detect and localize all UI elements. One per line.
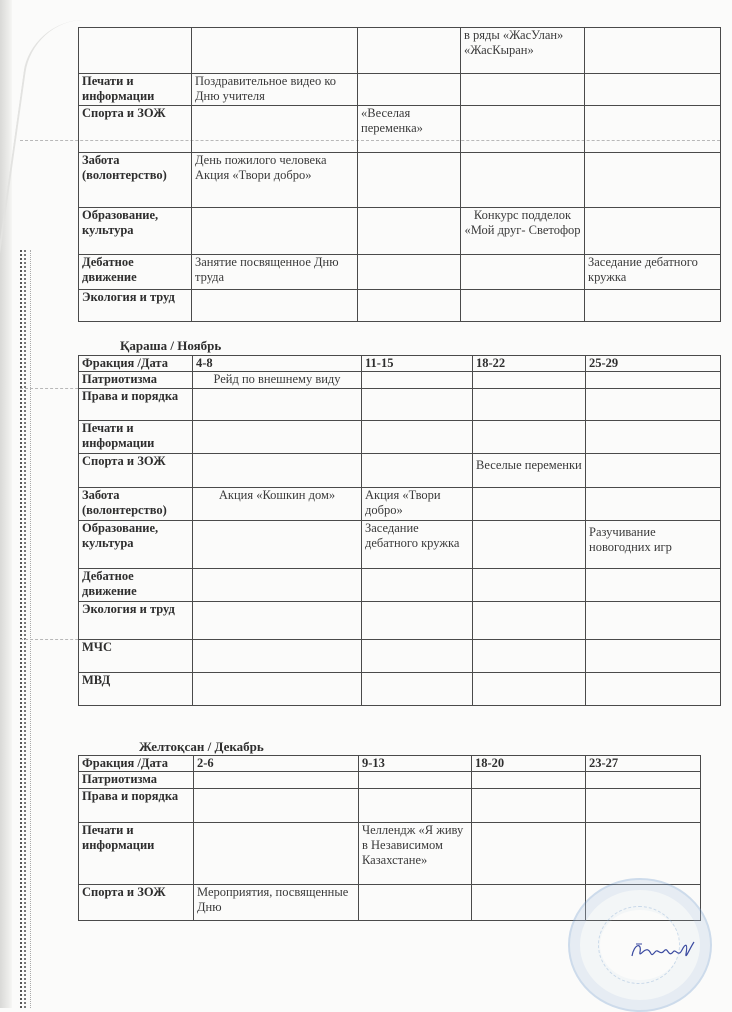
- table-row: [79, 823, 701, 885]
- event-cell: [461, 290, 585, 322]
- table-row: [79, 569, 721, 602]
- event-cell: [358, 208, 461, 255]
- event-cell: Мероприятия, посвященные Дню: [194, 885, 359, 921]
- event-cell: [461, 106, 585, 153]
- event-cell: [193, 640, 362, 673]
- faction-cell: [79, 28, 192, 74]
- scan-binding-edge: [0, 0, 12, 1008]
- event-cell: Занятие посвященное Дню труда: [192, 255, 358, 290]
- event-cell: [192, 106, 358, 153]
- table-row: [79, 153, 721, 208]
- event-cell: Заседание дебатного кружка: [362, 521, 473, 569]
- event-cell: [362, 673, 473, 706]
- event-cell: [586, 602, 721, 640]
- event-cell: Веселые переменки: [473, 454, 586, 488]
- event-cell: [473, 640, 586, 673]
- event-cell: [193, 421, 362, 454]
- event-cell: [362, 389, 473, 421]
- event-cell: [194, 772, 359, 789]
- table-row: [79, 789, 701, 823]
- event-cell: [193, 602, 362, 640]
- event-cell: [586, 823, 701, 885]
- table-row: [79, 28, 721, 74]
- event-cell: [585, 153, 721, 208]
- event-cell: [585, 74, 721, 106]
- event-cell: [473, 389, 586, 421]
- table-row: [79, 74, 721, 106]
- table-row: [79, 290, 721, 322]
- table-header-row: [79, 356, 721, 372]
- perforation-line: [30, 250, 31, 1008]
- table-row: [79, 208, 721, 255]
- header-cell: Фракция /Дата: [79, 356, 193, 372]
- event-cell: [586, 772, 701, 789]
- header-cell: Фракция /Дата: [79, 756, 194, 772]
- event-cell: [193, 454, 362, 488]
- event-cell: [193, 569, 362, 602]
- header-cell: 2-6: [194, 756, 359, 772]
- event-cell: [192, 208, 358, 255]
- table-row: [79, 372, 721, 389]
- faction-cell: Забота (волонтерство): [79, 488, 193, 521]
- event-cell: [585, 208, 721, 255]
- event-cell: Поздравительное видео ко Дню учителя: [192, 74, 358, 106]
- event-cell: День пожилого человека Акция «Твори добро»: [192, 153, 358, 208]
- event-cell: [586, 673, 721, 706]
- event-cell: Рейд по внешнему виду: [193, 372, 362, 389]
- faction-cell: Спорта и ЗОЖ: [79, 885, 194, 921]
- event-cell: [586, 421, 721, 454]
- event-cell: [359, 789, 472, 823]
- event-cell: [362, 640, 473, 673]
- event-cell: [472, 823, 586, 885]
- event-cell: [586, 640, 721, 673]
- event-cell: [586, 389, 721, 421]
- event-cell: [473, 673, 586, 706]
- event-cell: Челлендж «Я живу в Независимом Казахстане»: [359, 823, 472, 885]
- faction-cell: Экология и труд: [79, 602, 193, 640]
- faction-cell: Экология и труд: [79, 290, 192, 322]
- event-cell: в ряды «ЖасУлан» «ЖасКыран»: [461, 28, 585, 74]
- faction-cell: Спорта и ЗОЖ: [79, 454, 193, 488]
- month-title-november: Қараша / Ноябрь: [120, 338, 222, 353]
- month-title-december: Желтоқсан / Декабрь: [139, 739, 264, 754]
- event-cell: [586, 454, 721, 488]
- table-row: [79, 454, 721, 488]
- event-cell: [473, 372, 586, 389]
- event-cell: [192, 290, 358, 322]
- event-cell: Конкурс подделок «Мой друг- Светофор: [461, 208, 585, 255]
- header-cell: 25-29: [586, 356, 721, 372]
- event-cell: [473, 569, 586, 602]
- faction-cell: МВД: [79, 673, 193, 706]
- event-cell: [193, 521, 362, 569]
- header-cell: 4-8: [193, 356, 362, 372]
- header-cell: 11-15: [362, 356, 473, 372]
- event-cell: [359, 772, 472, 789]
- faction-cell: Печати и информации: [79, 74, 192, 106]
- event-cell: [461, 153, 585, 208]
- event-cell: [585, 106, 721, 153]
- november-plan-table: [78, 355, 721, 706]
- perforation-line: [20, 250, 22, 1008]
- table-row: [79, 640, 721, 673]
- event-cell: [461, 255, 585, 290]
- faction-cell: МЧС: [79, 640, 193, 673]
- event-cell: [358, 290, 461, 322]
- table-row: [79, 602, 721, 640]
- event-cell: [192, 28, 358, 74]
- faction-cell: Печати и информации: [79, 421, 193, 454]
- event-cell: [473, 602, 586, 640]
- event-cell: [473, 521, 586, 569]
- faction-cell: Образование, культура: [79, 521, 193, 569]
- event-cell: [472, 772, 586, 789]
- table-row: [79, 421, 721, 454]
- event-cell: [472, 789, 586, 823]
- october-plan-table: [78, 27, 721, 322]
- event-cell: [362, 454, 473, 488]
- event-cell: [194, 823, 359, 885]
- table-row: [79, 521, 721, 569]
- event-cell: Акция «Твори добро»: [362, 488, 473, 521]
- event-cell: [585, 28, 721, 74]
- faction-cell: Спорта и ЗОЖ: [79, 106, 192, 153]
- header-cell: 9-13: [359, 756, 472, 772]
- perforation-line: [24, 250, 26, 1008]
- faction-cell: Забота (волонтерство): [79, 153, 192, 208]
- event-cell: [193, 673, 362, 706]
- faction-cell: Дебатное движение: [79, 569, 193, 602]
- faction-cell: Дебатное движение: [79, 255, 192, 290]
- event-cell: [473, 421, 586, 454]
- event-cell: [586, 488, 721, 521]
- faction-cell: Патриотизма: [79, 372, 193, 389]
- signature-icon: [628, 938, 698, 964]
- event-cell: [472, 885, 586, 921]
- event-cell: [362, 569, 473, 602]
- event-cell: [194, 789, 359, 823]
- table-row: [79, 389, 721, 421]
- table-row: [79, 106, 721, 153]
- event-cell: [358, 74, 461, 106]
- faction-cell: Патриотизма: [79, 772, 194, 789]
- event-cell: [358, 153, 461, 208]
- event-cell: [358, 28, 461, 74]
- header-cell: 23-27: [586, 756, 701, 772]
- event-cell: [586, 789, 701, 823]
- event-cell: [362, 372, 473, 389]
- table-row: [79, 772, 701, 789]
- event-cell: [586, 372, 721, 389]
- faction-cell: Права и порядка: [79, 389, 193, 421]
- faction-cell: Печати и информации: [79, 823, 194, 885]
- table-row: [79, 255, 721, 290]
- event-cell: [585, 290, 721, 322]
- event-cell: [461, 74, 585, 106]
- event-cell: Разучивание новогодних игр: [586, 521, 721, 569]
- faction-cell: Образование, культура: [79, 208, 192, 255]
- event-cell: [362, 602, 473, 640]
- event-cell: [586, 569, 721, 602]
- faction-cell: Права и порядка: [79, 789, 194, 823]
- event-cell: Акция «Кошкин дом»: [193, 488, 362, 521]
- event-cell: [473, 488, 586, 521]
- event-cell: [359, 885, 472, 921]
- event-cell: «Веселая переменка»: [358, 106, 461, 153]
- event-cell: [193, 389, 362, 421]
- table-header-row: [79, 756, 701, 772]
- table-row: [79, 673, 721, 706]
- event-cell: [358, 255, 461, 290]
- header-cell: 18-22: [473, 356, 586, 372]
- header-cell: 18-20: [472, 756, 586, 772]
- table-row: [79, 488, 721, 521]
- event-cell: Заседание дебатного кружка: [585, 255, 721, 290]
- event-cell: [362, 421, 473, 454]
